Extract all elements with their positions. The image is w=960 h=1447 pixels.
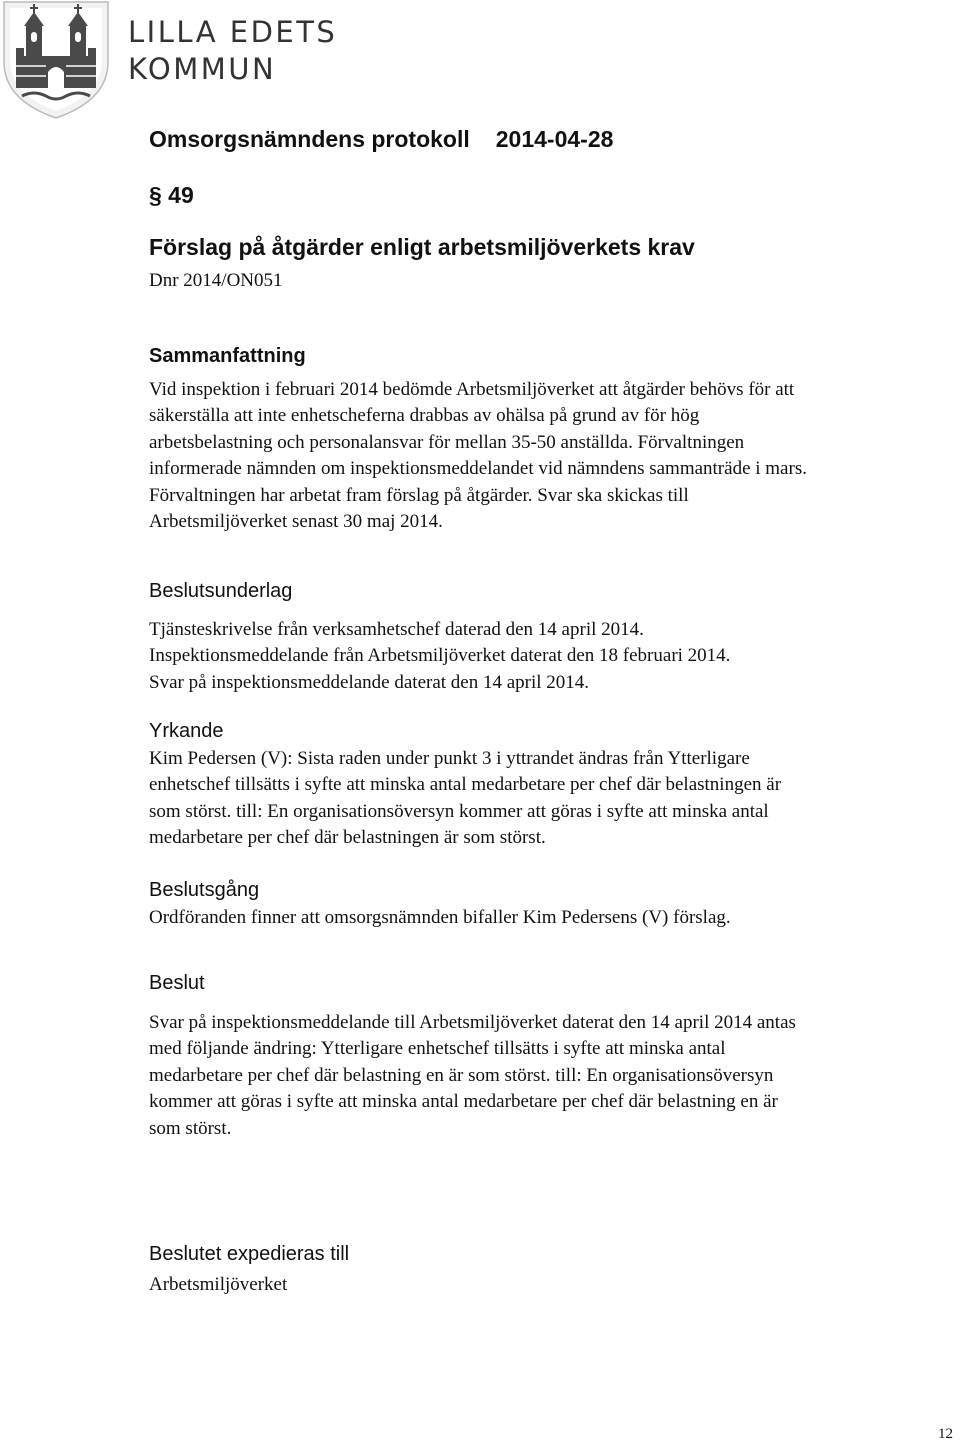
registration-number: Dnr 2014/ON051 <box>149 270 283 291</box>
text-line: informerade nämnden om inspektionsmeddelandet vid nämndens sammanträde i mars. <box>149 458 807 480</box>
beslutsunderlag-heading: Beslutsunderlag <box>149 580 293 602</box>
text-line: Vid inspektion i februari 2014 bedömde Arbetsmiljöverket att åtgärder behövs för att <box>149 379 795 400</box>
text-line: enhetschef tillsätts i syfte att minska antal medarbetare per chef där belastningen är <box>149 774 782 796</box>
protocol-date: 2014-04-28 <box>495 126 614 152</box>
text-line: kommer att göras i syfte att minska antal medarbetare per chef där belastning en är <box>149 1091 778 1113</box>
text-line: Förvaltningen har arbetat fram förslag på åtgärder. Svar ska skickas till <box>149 484 689 506</box>
text-line: medarbetare per chef där belastningen är som störst. <box>149 827 546 849</box>
section-expedieras <box>149 1241 949 1298</box>
section-sammanfattning <box>149 343 949 535</box>
beslutsgang-text <box>149 905 949 931</box>
text-line: som störst. <box>149 1117 232 1139</box>
text-line: Svar på inspektionsmeddelande till Arbetsmiljöverket daterat den 14 april 2014 antas <box>149 1012 796 1033</box>
municipality-name-line1: LILLA EDETS <box>128 15 338 49</box>
expedieras-text <box>149 1272 949 1298</box>
section-yrkande <box>149 718 949 852</box>
text-line: Tjänsteskrivelse från verksamhetschef daterad den 14 april 2014. <box>149 619 644 640</box>
text-line: Kim Pedersen (V): Sista raden under punkt 3 i yttrandet ändras från Ytterligare <box>149 748 750 769</box>
subject-heading: Förslag på åtgärder enligt arbetsmiljöverkets krav <box>149 234 695 260</box>
municipal-crest-icon <box>0 0 112 120</box>
sammanfattning-text <box>149 377 949 535</box>
header-logo <box>0 0 338 120</box>
section-beslut <box>149 970 949 1142</box>
sammanfattning-heading: Sammanfattning <box>149 345 306 367</box>
text-line: som störst. till: En organisationsöversyn kommer att göras i syfte att minska antal <box>149 800 769 822</box>
text-line: med följande ändring: Ytterligare enhetschef tillsätts i syfte att minska antal <box>149 1038 726 1060</box>
protocol-title: Omsorgsnämndens protokoll <box>149 126 470 152</box>
yrkande-text <box>149 746 949 852</box>
beslutsgang-heading: Beslutsgång <box>149 879 260 901</box>
beslut-heading: Beslut <box>149 972 205 994</box>
text-line: säkerställa att inte enhetscheferna drabbas av ohälsa på grund av för hög <box>149 405 700 427</box>
text-line: Svar på inspektionsmeddelande daterat den 14 april 2014. <box>149 671 590 693</box>
municipality-name-line2: KOMMUN <box>128 52 277 86</box>
paragraph-number: § 49 <box>149 182 194 208</box>
protocol-heading <box>149 126 613 153</box>
text-line: arbetsbelastning och personalansvar för mellan 35-50 anställda. Förvaltningen <box>149 431 745 453</box>
yrkande-heading: Yrkande <box>149 720 224 742</box>
expedieras-heading: Beslutet expedieras till <box>149 1243 350 1265</box>
municipality-name <box>128 14 337 88</box>
text-line: Ordföranden finner att omsorgsnämnden bifaller Kim Pedersens (V) förslag. <box>149 907 731 928</box>
text-line: medarbetare per chef där belastning en är som störst. till: En organisationsöversyn <box>149 1064 774 1086</box>
section-beslutsgang <box>149 877 949 931</box>
text-line: Inspektionsmeddelande från Arbetsmiljöverket daterat den 18 februari 2014. <box>149 645 731 667</box>
beslut-text <box>149 1010 949 1142</box>
page-number: 12 <box>938 1426 953 1442</box>
recipient-line: Arbetsmiljöverket <box>149 1274 288 1295</box>
text-line: Arbetsmiljöverket senast 30 maj 2014. <box>149 511 443 533</box>
beslutsunderlag-text <box>149 617 949 696</box>
section-beslutsunderlag <box>149 578 949 696</box>
